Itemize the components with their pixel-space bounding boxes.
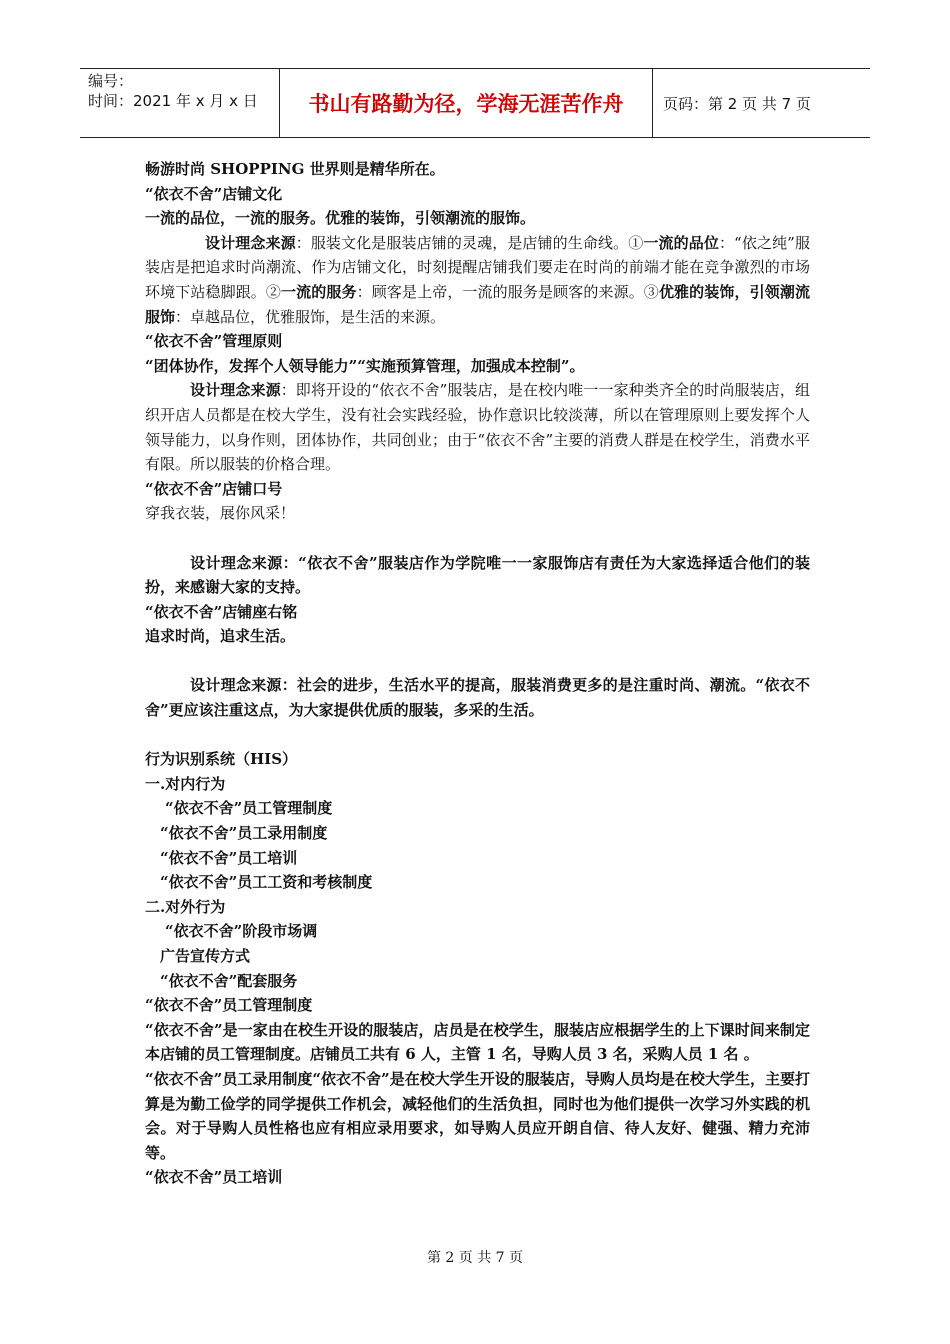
label: 一流的品位 bbox=[643, 233, 719, 252]
paragraph-design-concept-1 bbox=[145, 231, 810, 329]
document-body bbox=[145, 157, 810, 1190]
section-heading-his: 行为识别系统（HIS） bbox=[145, 750, 298, 769]
spacer bbox=[145, 649, 810, 674]
list-heading-internal: 一.对内行为 bbox=[145, 774, 226, 793]
time-label: 时间：2021 年 x 月 x 日 bbox=[88, 92, 258, 110]
text-line: 畅游时尚 SHOPPING 世界则是精华所在。 bbox=[145, 160, 445, 178]
list-item: 广告宣传方式 bbox=[160, 947, 251, 965]
paragraph-staff-management: “依衣不舍”是一家由在校生开设的服装店，店员是在校学生，服装店应根据学生的上下课时间来制定本店铺的员工管理制度。店铺员工共有 6 人，主管 1 名，导购人员 3 名，采购人员 1 名 。 bbox=[145, 1020, 810, 1064]
text-line: “团体协作，发挥个人领导能力”“实施预算管理，加强成本控制”。 bbox=[145, 356, 585, 375]
section-heading-culture: “依衣不舍”店铺文化 bbox=[145, 184, 283, 203]
paragraph-design-concept-4: 设计理念来源：社会的进步，生活水平的提高，服装消费更多的是注重时尚、潮流。“依衣不舍”更应该注重这点，为大家提供优质的服装，多采的生活。 bbox=[145, 676, 810, 720]
list-item: “依衣不舍”配套服务 bbox=[160, 971, 298, 990]
text-run: ：卓越品位，优雅服饰，是生活的来源。 bbox=[175, 307, 446, 326]
section-heading-motto: “依衣不舍”店铺座右铭 bbox=[145, 602, 298, 621]
text-run: ：“依之纯”服装店是把追求时尚潮流、作为店铺文化，时刻提醒店铺我们要走在时尚的前端才能在竞争激烈的市场环境下站稳脚跟。② bbox=[145, 233, 810, 301]
text-line: 追求时尚，追求生活。 bbox=[145, 627, 296, 646]
list-item: “依衣不舍”员工培训 bbox=[160, 848, 298, 867]
page-header bbox=[80, 68, 870, 138]
label: 设计理念来源 bbox=[205, 233, 296, 252]
header-meta bbox=[80, 69, 280, 137]
list-item: “依衣不舍”阶段市场调 bbox=[165, 922, 318, 941]
list-item: “依衣不舍”员工录用制度 bbox=[160, 824, 328, 843]
text-line: 一流的品位，一流的服务。优雅的装饰，引领潮流的服饰。 bbox=[145, 209, 536, 228]
label: 一流的服务 bbox=[281, 282, 357, 301]
text-line: 穿我衣装，展你风采！ bbox=[145, 504, 296, 523]
text-run: ：顾客是上帝，一流的服务是顾客的来源。③ bbox=[356, 282, 659, 301]
list-item: “依衣不舍”员工工资和考核制度 bbox=[160, 873, 373, 892]
paragraph-staff-recruitment: “依衣不舍”员工录用制度“依衣不舍”是在校大学生开设的服装店，导购人员均是在校大学生，主要打算是为勤工俭学的同学提供工作机会，减轻他们的生活负担，同时也为他们提供一次学习外实践的机会。对于导购人员性格也应有相应录用要求，如导购人员应开朗自信、待人友好、健强、精力充沛等。 bbox=[145, 1069, 810, 1162]
text-run: ：服装文化是服装店铺的灵魂，是店铺的生命线。① bbox=[295, 233, 644, 252]
header-page-number: 页码：第 2 页 共 7 页 bbox=[663, 94, 811, 113]
page-footer: 第 2 页 共 7 页 bbox=[426, 1250, 524, 1266]
section-heading-staff-training: “依衣不舍”员工培训 bbox=[145, 1168, 283, 1187]
paragraph-design-concept-2 bbox=[145, 378, 810, 476]
section-heading-management: “依衣不舍”管理原则 bbox=[145, 332, 283, 351]
spacer bbox=[145, 723, 810, 748]
list-item: “依衣不舍”员工管理制度 bbox=[165, 799, 333, 818]
label: 优雅的装饰，引领潮流服饰 bbox=[145, 282, 810, 326]
text-run: ：即将开设的“依衣不舍”服装店，是在校内唯一一家种类齐全的时尚服装店，组织开店人员都是在校大学生，没有社会实践经验，协作意识比较淡薄，所以在管理原则上要发挥个人领导能力，以身作则，团体协作，共同创业；由于“依衣不舍”主要的消费人群是在校学生，消费水平有限。所以服装的价格合理。 bbox=[145, 381, 810, 474]
section-heading-slogan: “依衣不舍”店铺口号 bbox=[145, 479, 283, 498]
serial-label: 编号： bbox=[88, 72, 134, 90]
paragraph-design-concept-3: 设计理念来源：“依衣不舍”服装店作为学院唯一一家服饰店有责任为大家选择适合他们的装扮，来感谢大家的支持。 bbox=[145, 553, 810, 597]
label: 设计理念来源 bbox=[190, 381, 281, 400]
list-heading-external: 二.对外行为 bbox=[145, 897, 226, 916]
header-motto: 书山有路勤为径，学海无涯苦作舟 bbox=[280, 69, 653, 137]
spacer bbox=[145, 526, 810, 551]
section-heading-staff-management: “依衣不舍”员工管理制度 bbox=[145, 996, 313, 1015]
